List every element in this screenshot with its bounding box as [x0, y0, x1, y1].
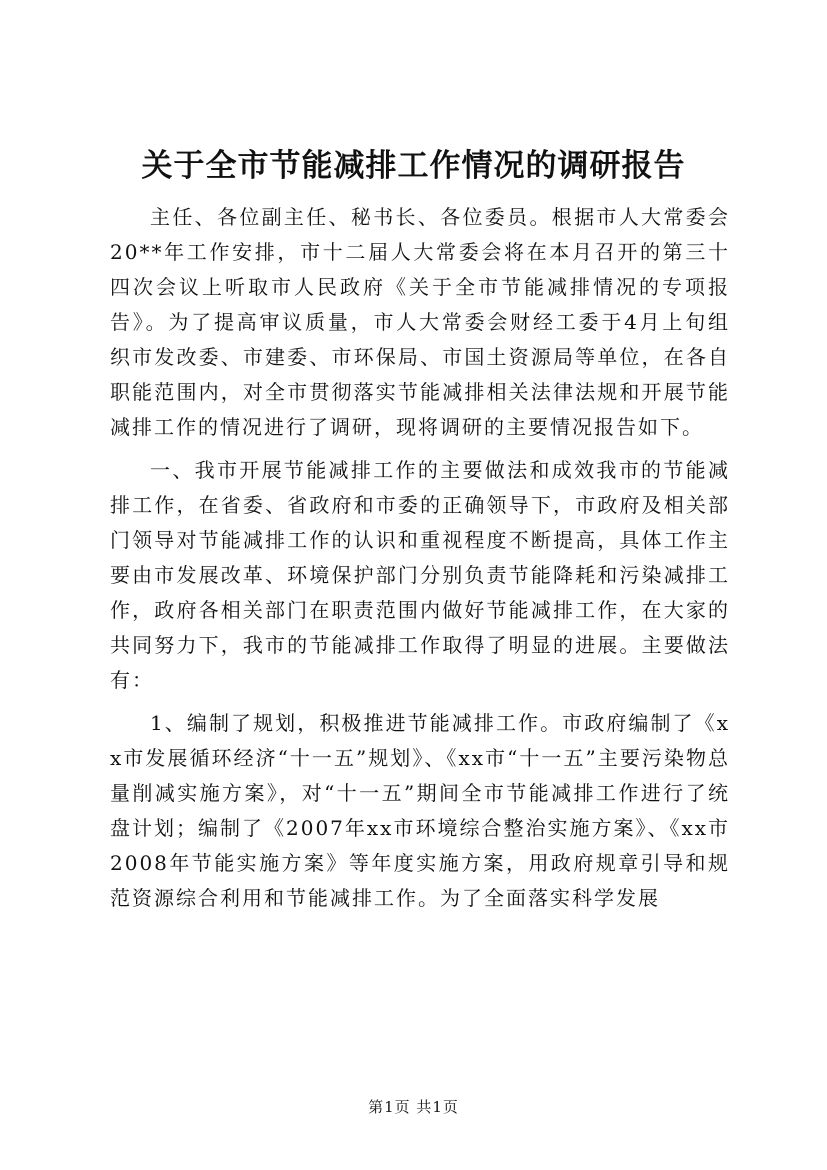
paragraph-item-one: 1、编制了规划，积极推进节能减排工作。市政府编制了《xx市发展循环经济“十一五”规划》、《xx市“十一五”主要污染物总量削减实施方案》，对“十一五”期间全市节能减排工作进行了统盘计划；编制了《2007年xx市环境综合整治实施方案》、《xx市2008年节能实施方案》等年度实施方案，用政府规章引导和规范资源综合利用和节能减排工作。为了全面落实科学发展: [110, 711, 731, 910]
paragraph-intro: 主任、各位副主任、秘书长、各位委员。根据市人大常委会20**年工作安排，市十二届人大常委会将在本月召开的第三十四次会议上听取市人民政府《关于全市节能减排情况的专项报告》。为了提高审议质量，市人大常委会财经工委于4月上旬组织市发改委、市建委、市环保局、市国土资源局等单位，在各自职能范围内，对全市贯彻落实节能减排相关法律法规和开展节能减排工作的情况进行了调研，现将调研的主要情况报告如下。: [110, 205, 730, 439]
page-footer: 第1页 共1页: [368, 1098, 459, 1116]
document-title: 关于全市节能减排工作情况的调研报告: [141, 148, 686, 184]
document-body: [110, 200, 730, 916]
paragraph-section-one: 一、我市开展节能减排工作的主要做法和成效我市的节能减排工作，在省委、省政府和市委的正确领导下，市政府及相关部门领导对节能减排工作的认识和重视程度不断提高，具体工作主要由市发展改革、环境保护部门分别负责节能降耗和污染减排工作，政府各相关部门在职责范围内做好节能减排工作，在大家的共同努力下，我市的节能减排工作取得了明显的进展。主要做法有：: [110, 458, 730, 692]
